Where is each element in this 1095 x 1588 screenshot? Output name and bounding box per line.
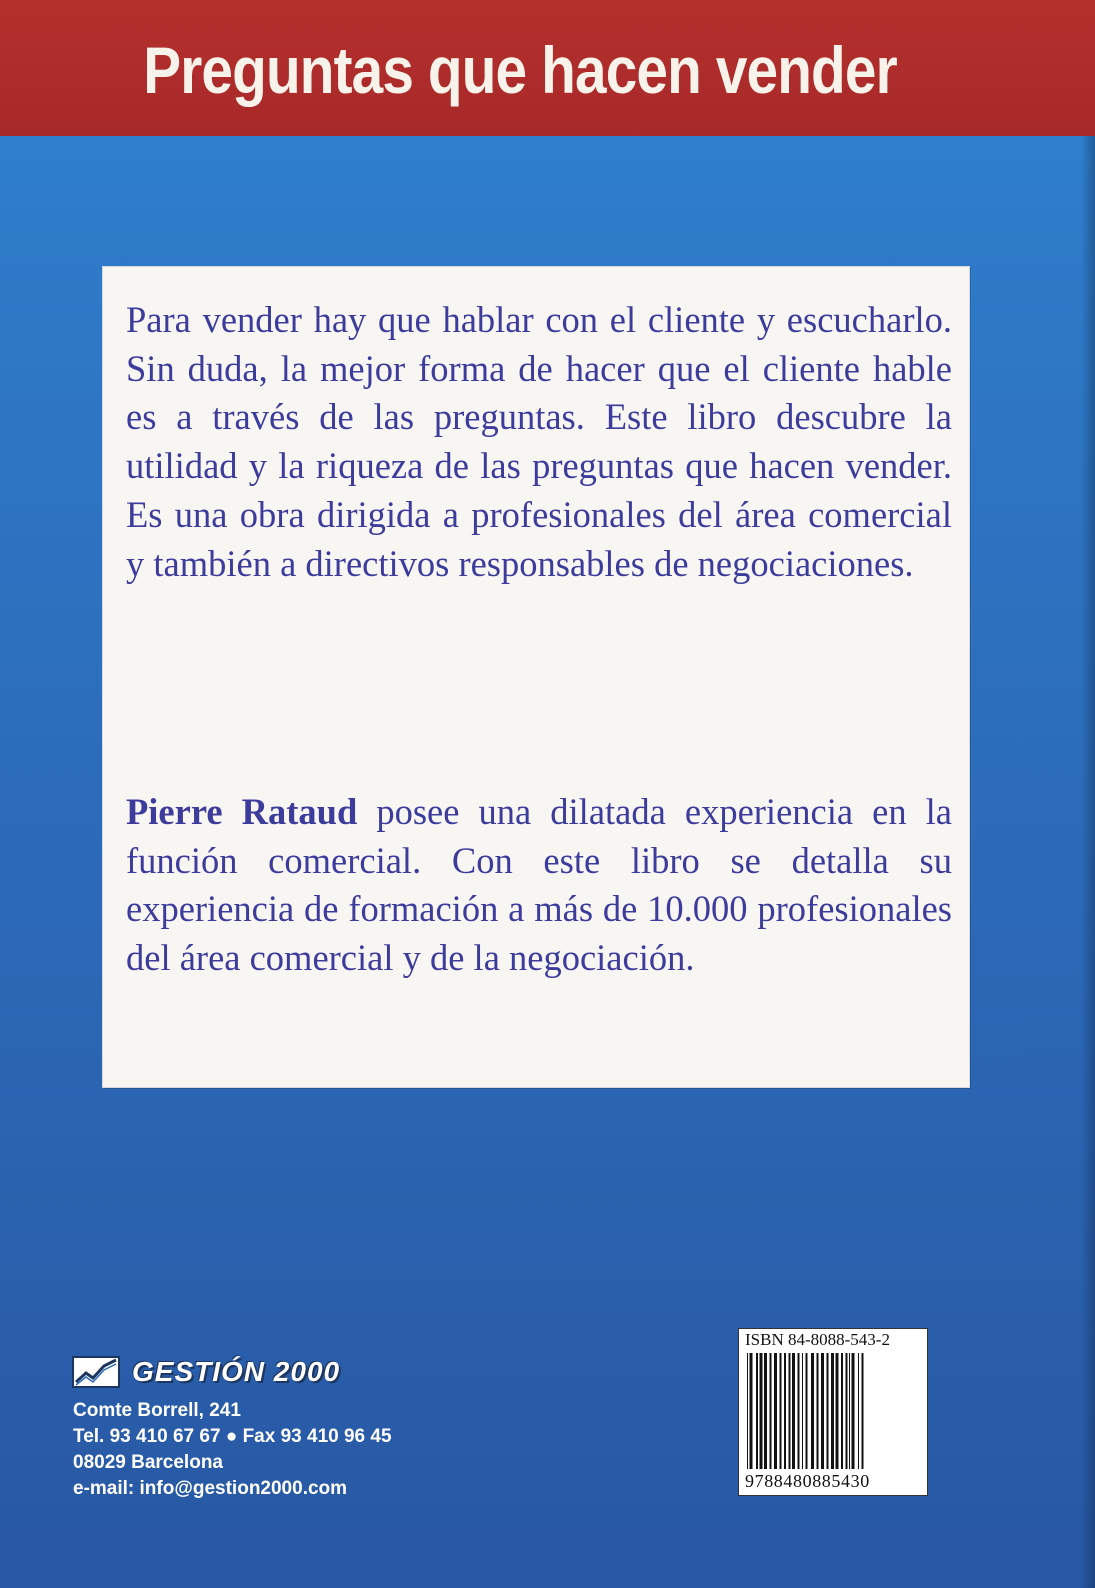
isbn-label: ISBN 84-8088-543-2 bbox=[745, 1330, 890, 1349]
barcode-bar bbox=[836, 1353, 839, 1469]
barcode bbox=[738, 1328, 928, 1496]
barcode-bar bbox=[802, 1353, 803, 1469]
rising-chart-icon bbox=[72, 1356, 120, 1388]
barcode-bar bbox=[747, 1353, 748, 1469]
barcode-bar bbox=[862, 1353, 864, 1469]
author-bio-text: posee una dilatada experiencia en la función comercial. Con este libro se detalla su experiencia de formación a más de 10.000 profesionales del área comercial y de la negociación. bbox=[126, 791, 952, 979]
barcode-bar bbox=[784, 1353, 786, 1469]
barcode-bar bbox=[764, 1353, 767, 1469]
barcode-bar bbox=[798, 1353, 800, 1469]
barcode-digits: 9788480885430 bbox=[745, 1471, 870, 1491]
barcode-bar bbox=[831, 1353, 834, 1469]
barcode-bar bbox=[852, 1353, 855, 1469]
barcode-bar bbox=[827, 1353, 829, 1469]
barcode-bar bbox=[760, 1353, 763, 1469]
barcode-bar bbox=[756, 1353, 758, 1469]
barcode-bar bbox=[846, 1353, 848, 1469]
author-name: Pierre Rataud bbox=[126, 791, 358, 832]
address-street: Comte Borrell, 241 bbox=[73, 1400, 241, 1421]
book-description: Para vender hay que hablar con el cliente y escucharlo. Sin duda, la mejor forma de hacer que el cliente hable es a través de las preguntas. Este libro descubre la utilidad y la riqueza de las preguntas que hacen vender. Es una obra dirigida a profesionales del área comercial y también a directivos responsables de negociaciones. bbox=[126, 299, 952, 584]
barcode-bar bbox=[770, 1353, 772, 1469]
author-bio bbox=[126, 788, 952, 983]
publisher-address bbox=[73, 1398, 593, 1502]
title-band bbox=[0, 0, 1095, 136]
barcode-bar bbox=[858, 1353, 859, 1469]
barcode-bar bbox=[806, 1353, 808, 1469]
address-phone: Tel. 93 410 67 67 ● Fax 93 410 96 45 bbox=[73, 1426, 392, 1447]
barcode-bar bbox=[792, 1353, 795, 1469]
barcode-bar bbox=[750, 1353, 753, 1469]
barcode-bar bbox=[780, 1353, 782, 1469]
publisher-name: GESTIÓN 2000 bbox=[132, 1356, 341, 1387]
barcode-bar bbox=[789, 1353, 791, 1469]
barcode-bar bbox=[849, 1353, 850, 1469]
publisher-logo bbox=[72, 1352, 492, 1394]
barcode-bar bbox=[841, 1353, 843, 1469]
book-title: Preguntas que hacen vender bbox=[143, 33, 897, 107]
barcode-bar bbox=[811, 1353, 814, 1469]
address-email: e-mail: info@gestion2000.com bbox=[73, 1478, 348, 1499]
address-city: 08029 Barcelona bbox=[73, 1452, 223, 1473]
barcode-bar bbox=[817, 1353, 819, 1469]
barcode-bar bbox=[821, 1353, 824, 1469]
barcode-bars bbox=[745, 1353, 921, 1469]
barcode-bar bbox=[774, 1353, 777, 1469]
